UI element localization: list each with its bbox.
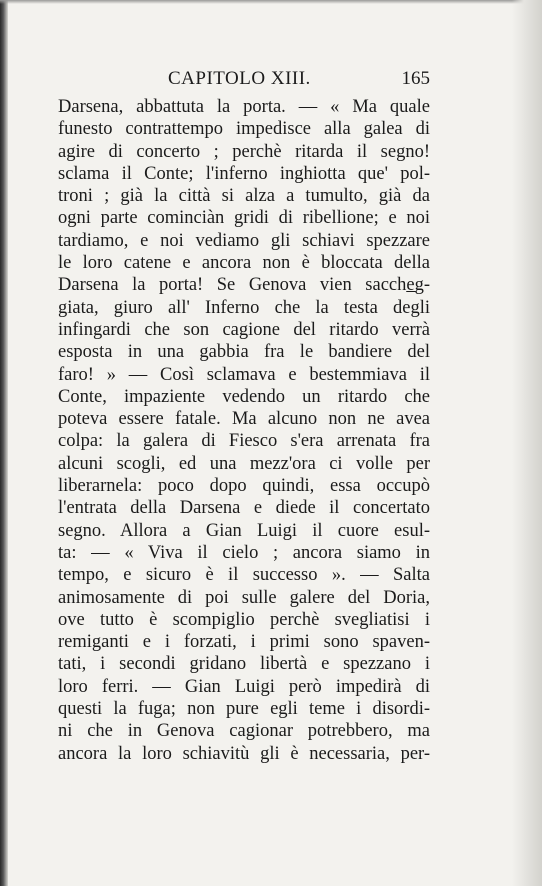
text-line: ancora la loro schiavitù gli è necessaria, per-	[58, 743, 430, 764]
text-line: loro ferri. — Gian Luigi però impedirà di	[58, 676, 430, 697]
text-line: le loro catene e ancora non è bloccata della	[58, 253, 430, 274]
page-header	[58, 68, 430, 96]
text-line: ni che in Genova cagionar potrebbero, ma	[58, 721, 430, 742]
text-line: ogni parte cominciàn gridi di ribellione; e noi	[58, 208, 430, 229]
text-line: sclama il Conte; l'inferno inghiotta que' pol-	[58, 163, 430, 184]
text-line: animosamente di poi sulle galere del Doria,	[58, 587, 430, 608]
text-line: tempo, e sicuro è il successo ». — Salta	[58, 565, 430, 586]
text-line: esposta in una gabbia fra le bandiere del	[58, 342, 430, 363]
text-line: agire di concerto ; perchè ritarda il segno!	[58, 141, 430, 162]
text-line: faro! » — Così sclamava e bestemmiava il	[58, 364, 430, 385]
text-line: colpa: la galera di Fiesco s'era arrenata fra	[58, 431, 430, 452]
text-line: infingardi che son cagione del ritardo verrà	[58, 319, 430, 340]
text-line: giata, giuro all' Inferno che la testa degli	[58, 297, 430, 318]
text-line: tati, i secondi gridano libertà e spezzano i	[58, 654, 430, 675]
text-line: ta: — « Viva il cielo ; ancora siamo in	[58, 542, 430, 563]
chapter-title: CAPITOLO XIII.	[168, 68, 311, 89]
text-line: questi la fuga; non pure egli teme i disordi-	[58, 699, 430, 720]
text-line: troni ; già la città si alza a tumulto, già da	[58, 186, 430, 207]
scan-shadow-left	[0, 0, 8, 886]
text-line: liberarnela: poco dopo quindi, essa occupò	[58, 476, 430, 497]
body-text	[58, 96, 430, 765]
text-line: poteva essere fatale. Ma alcuno non ne avea	[58, 409, 430, 430]
text-line: funesto contrattempo impedisce alla galea di	[58, 119, 430, 140]
text-line: segno. Allora a Gian Luigi il cuore esul-	[58, 520, 430, 541]
text-line: Darsena la porta! Se Genova vien sacche̲g-	[58, 275, 430, 296]
scan-shadow-right	[512, 0, 542, 886]
text-line: Conte, impaziente vedendo un ritardo che	[58, 386, 430, 407]
text-line: Darsena, abbattuta la porta. — « Ma quale	[58, 97, 430, 117]
text-line: ove tutto è scompiglio perchè svegliatisi i	[58, 609, 430, 630]
page-number: 165	[401, 68, 430, 89]
text-line: tardiamo, e noi vediamo gli schiavi spezzare	[58, 230, 430, 251]
scan-shadow-top	[0, 0, 542, 4]
text-line: remiganti e i forzati, i primi sono spaven-	[58, 632, 430, 653]
text-line: l'entrata della Darsena e diede il concertato	[58, 498, 430, 519]
text-line: alcuni scogli, ed una mezz'ora ci volle per	[58, 453, 430, 474]
